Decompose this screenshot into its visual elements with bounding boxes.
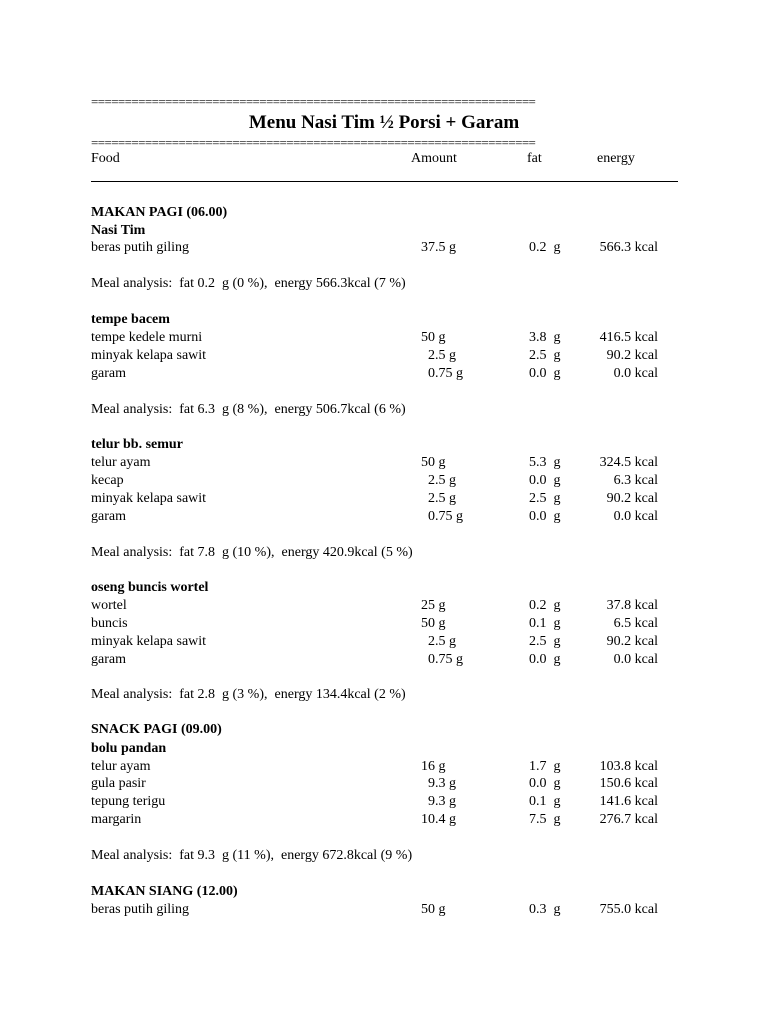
- fat-value: 0.2 g: [529, 240, 561, 255]
- amount-cell: [395, 633, 459, 651]
- energy-value: 0.0 kcal: [613, 652, 658, 667]
- amount-cell: [395, 347, 459, 365]
- amount-value: 0.75 g: [428, 652, 463, 667]
- amount-value: 9.3 g: [428, 794, 456, 809]
- fat-value: 0.1 g: [529, 616, 561, 631]
- amount-value: 37.5 g: [421, 240, 456, 255]
- amount-cell: [395, 490, 459, 508]
- food-name: minyak kelapa sawit: [91, 491, 207, 506]
- dish-heading-label: tempe bacem: [91, 312, 170, 327]
- amount-value: 2.5 g: [428, 491, 456, 506]
- amount-value: 50 g: [421, 616, 446, 631]
- amount-value: 2.5 g: [428, 634, 456, 649]
- amount-cell: [395, 758, 459, 776]
- fat-value: 0.0 g: [529, 776, 561, 791]
- fat-cell: [500, 793, 564, 811]
- fat-value: 2.5 g: [529, 634, 561, 649]
- dish-heading-label: bolu pandan: [91, 741, 167, 756]
- meal-heading: [0, 883, 768, 901]
- amount-value: 2.5 g: [428, 348, 456, 363]
- food-name: buncis: [91, 616, 128, 631]
- meal-heading-label: MAKAN SIANG (12.00): [91, 884, 238, 899]
- amount-value: 50 g: [421, 902, 446, 917]
- fat-cell: [500, 615, 564, 633]
- fat-value: 0.1 g: [529, 794, 561, 809]
- food-name: telur ayam: [91, 455, 151, 470]
- fat-cell: [500, 775, 564, 793]
- dish-heading: [0, 740, 768, 758]
- top-rule: ==================================================================: [91, 95, 536, 109]
- amount-value: 50 g: [421, 455, 446, 470]
- food-name: gula pasir: [91, 776, 146, 791]
- food-name: tempe kedele murni: [91, 330, 203, 345]
- energy-value: 324.5 kcal: [599, 455, 658, 470]
- fat-cell: [500, 651, 564, 669]
- meal-heading-label: MAKAN PAGI (06.00): [91, 205, 228, 220]
- energy-value: 90.2 kcal: [606, 634, 658, 649]
- meal-analysis: Meal analysis: fat 7.8 g (10 %), energy 420.9kcal (5 %): [91, 545, 413, 560]
- amount-value: 0.75 g: [428, 366, 463, 381]
- fat-cell: [500, 239, 564, 257]
- dish-heading-label: telur bb. semur: [91, 437, 183, 452]
- dish-heading-label: Nasi Tim: [91, 223, 146, 238]
- fat-cell: [500, 758, 564, 776]
- food-row: [0, 901, 768, 919]
- amount-value: 50 g: [421, 330, 446, 345]
- food-name: kecap: [91, 473, 124, 488]
- food-row: [0, 633, 768, 651]
- food-row: [0, 793, 768, 811]
- dish-heading: [0, 579, 768, 597]
- amount-cell: [395, 793, 459, 811]
- food-row: [0, 454, 768, 472]
- energy-value: 0.0 kcal: [613, 366, 658, 381]
- food-name: beras putih giling: [91, 902, 189, 917]
- food-name: tepung terigu: [91, 794, 166, 809]
- energy-value: 90.2 kcal: [606, 491, 658, 506]
- meal-analysis: Meal analysis: fat 9.3 g (11 %), energy 672.8kcal (9 %): [91, 848, 413, 863]
- fat-value: 3.8 g: [529, 330, 561, 345]
- energy-value: 6.3 kcal: [613, 473, 658, 488]
- food-row: [0, 239, 768, 257]
- food-name: telur ayam: [91, 759, 151, 774]
- header-underline: [91, 181, 678, 182]
- fat-cell: [500, 901, 564, 919]
- amount-value: 2.5 g: [428, 473, 456, 488]
- food-row: [0, 758, 768, 776]
- energy-value: 566.3 kcal: [599, 240, 658, 255]
- energy-value: 0.0 kcal: [613, 509, 658, 524]
- amount-cell: [395, 454, 459, 472]
- meal-heading: [0, 721, 768, 739]
- food-row: [0, 490, 768, 508]
- meal-heading: [0, 204, 768, 222]
- fat-cell: [500, 347, 564, 365]
- fat-value: 5.3 g: [529, 455, 561, 470]
- meal-analysis: Meal analysis: fat 0.2 g (0 %), energy 566.3kcal (7 %): [91, 276, 406, 291]
- food-row: [0, 775, 768, 793]
- food-name: beras putih giling: [91, 240, 189, 255]
- fat-cell: [500, 633, 564, 651]
- fat-cell: [500, 329, 564, 347]
- food-row: [0, 811, 768, 829]
- energy-value: 276.7 kcal: [599, 812, 658, 827]
- header-energy: energy: [597, 151, 635, 166]
- food-row: [0, 615, 768, 633]
- energy-value: 150.6 kcal: [599, 776, 658, 791]
- food-row: [0, 508, 768, 526]
- header-fat: fat: [527, 151, 542, 166]
- meal-analysis: Meal analysis: fat 6.3 g (8 %), energy 506.7kcal (6 %): [91, 402, 406, 417]
- fat-value: 0.0 g: [529, 473, 561, 488]
- fat-value: 0.0 g: [529, 509, 561, 524]
- fat-cell: [500, 597, 564, 615]
- header-food: Food: [91, 151, 120, 166]
- amount-cell: [395, 651, 463, 669]
- meal-heading-label: SNACK PAGI (09.00): [91, 722, 222, 737]
- food-name: margarin: [91, 812, 142, 827]
- table-header: [0, 150, 768, 168]
- fat-value: 0.3 g: [529, 902, 561, 917]
- amount-value: 0.75 g: [428, 509, 463, 524]
- fat-value: 0.2 g: [529, 598, 561, 613]
- food-name: minyak kelapa sawit: [91, 634, 207, 649]
- title-rule: ==================================================================: [91, 136, 536, 150]
- food-row: [0, 597, 768, 615]
- energy-value: 755.0 kcal: [599, 902, 658, 917]
- amount-cell: [395, 811, 459, 829]
- amount-cell: [395, 329, 459, 347]
- energy-value: 141.6 kcal: [599, 794, 658, 809]
- fat-cell: [500, 811, 564, 829]
- header-amount: Amount: [411, 151, 457, 166]
- food-row: [0, 365, 768, 383]
- food-row: [0, 651, 768, 669]
- fat-cell: [500, 365, 564, 383]
- energy-value: 416.5 kcal: [599, 330, 658, 345]
- food-name: wortel: [91, 598, 127, 613]
- energy-value: 103.8 kcal: [599, 759, 658, 774]
- energy-value: 6.5 kcal: [613, 616, 658, 631]
- fat-value: 2.5 g: [529, 491, 561, 506]
- fat-value: 7.5 g: [529, 812, 561, 827]
- amount-cell: [395, 901, 459, 919]
- food-name: minyak kelapa sawit: [91, 348, 207, 363]
- fat-cell: [500, 490, 564, 508]
- fat-value: 0.0 g: [529, 366, 561, 381]
- amount-cell: [395, 775, 459, 793]
- food-name: garam: [91, 509, 126, 524]
- fat-cell: [500, 508, 564, 526]
- energy-value: 37.8 kcal: [606, 598, 658, 613]
- dish-heading: [0, 311, 768, 329]
- amount-cell: [395, 239, 459, 257]
- page-title: Menu Nasi Tim ½ Porsi + Garam: [248, 112, 520, 133]
- food-name: garam: [91, 366, 126, 381]
- food-name: garam: [91, 652, 126, 667]
- meal-analysis: Meal analysis: fat 2.8 g (3 %), energy 134.4kcal (2 %): [91, 687, 406, 702]
- food-row: [0, 472, 768, 490]
- amount-cell: [395, 597, 459, 615]
- amount-value: 10.4 g: [421, 812, 456, 827]
- amount-value: 9.3 g: [428, 776, 456, 791]
- energy-value: 90.2 kcal: [606, 348, 658, 363]
- amount-cell: [395, 615, 459, 633]
- amount-value: 16 g: [421, 759, 446, 774]
- amount-cell: [395, 365, 463, 383]
- dish-heading: [0, 436, 768, 454]
- fat-cell: [500, 472, 564, 490]
- fat-value: 0.0 g: [529, 652, 561, 667]
- amount-cell: [395, 472, 459, 490]
- food-row: [0, 329, 768, 347]
- amount-value: 25 g: [421, 598, 446, 613]
- fat-value: 1.7 g: [529, 759, 561, 774]
- dish-heading-label: oseng buncis wortel: [91, 580, 209, 595]
- fat-cell: [500, 454, 564, 472]
- amount-cell: [395, 508, 463, 526]
- food-row: [0, 347, 768, 365]
- dish-heading: [0, 222, 768, 240]
- fat-value: 2.5 g: [529, 348, 561, 363]
